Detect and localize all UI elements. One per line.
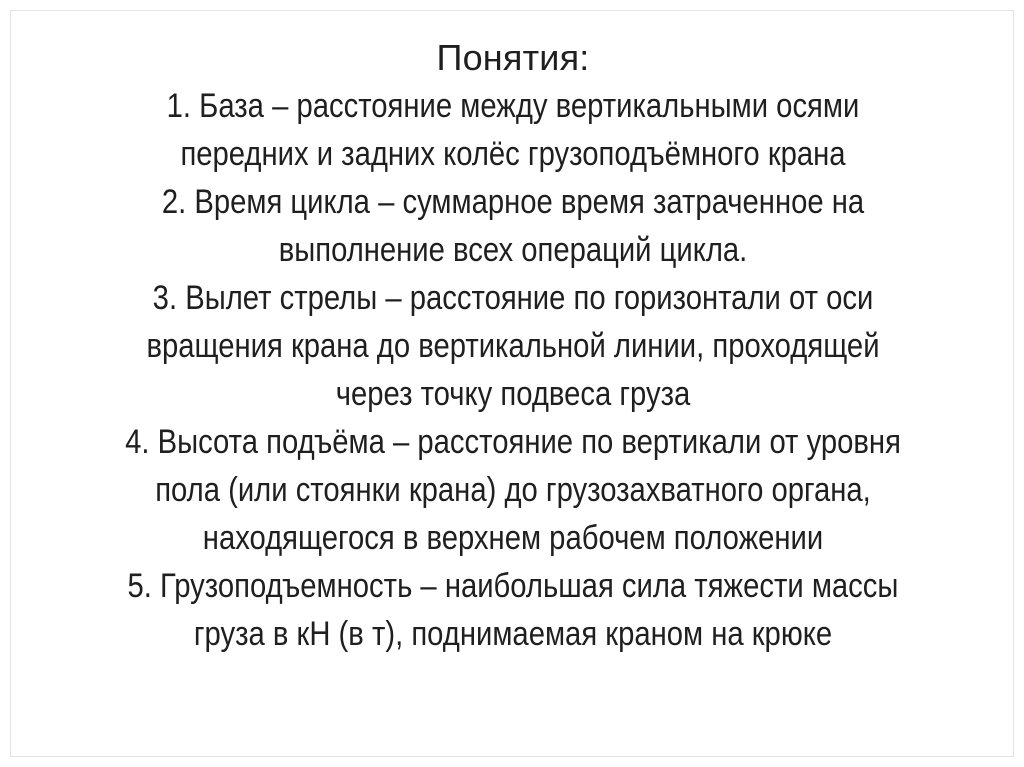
text-line-7: через точку подвеса груза	[335, 375, 691, 413]
slide	[10, 10, 1014, 757]
text-line-10: находящегося в верхнем рабочем положении	[202, 519, 824, 557]
text-line-12: груза в кН (в т), поднимаемая краном на крюке	[193, 615, 833, 653]
slide-content	[11, 34, 1015, 658]
text-line-4: выполнение всех операций цикла.	[278, 231, 748, 269]
text-line-6: вращения крана до вертикальной линии, проходящей	[146, 327, 880, 365]
text-line-8: 4. Высота подъёма – расстояние по вертикали от уровня	[125, 423, 901, 461]
text-line-1: 1. База – расстояние между вертикальными осями	[166, 87, 860, 125]
text-line-5: 3. Вылет стрелы – расстояние по горизонтали от оси	[152, 279, 874, 317]
text-line-11: 5. Грузоподъемность – наибольшая сила тяжести массы	[127, 567, 899, 605]
text-line-3: 2. Время цикла – суммарное время затраченное на	[161, 183, 865, 221]
text-line-9: пола (или стоянки крана) до грузозахватного органа,	[155, 471, 871, 509]
slide-title: Понятия:	[436, 37, 590, 78]
text-line-2: передних и задних колёс грузоподъёмного крана	[180, 135, 846, 173]
